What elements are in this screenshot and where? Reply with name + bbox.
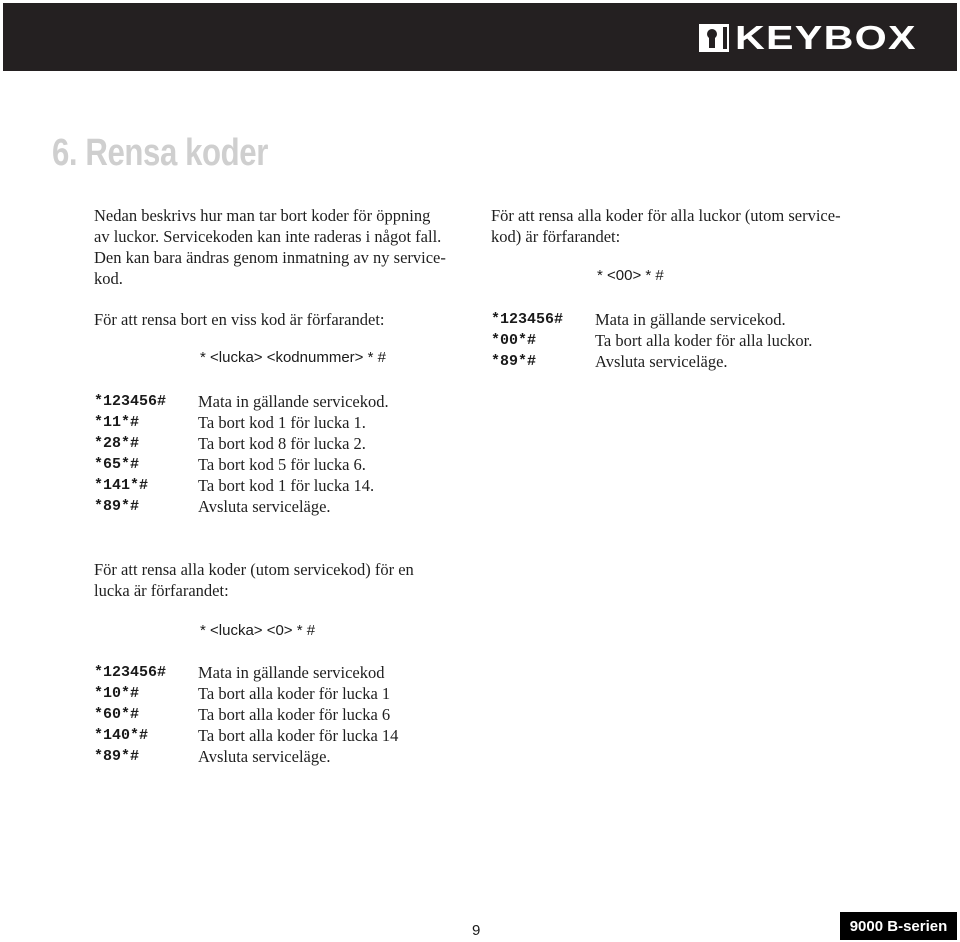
brand-name: KEYBOX xyxy=(735,19,917,56)
step-description: Ta bort alla koder för lucka 6 xyxy=(198,704,391,724)
step-code: *89*# xyxy=(94,498,140,515)
procedure-line: kod) är förfarandet: xyxy=(491,227,621,246)
remove-one-syntax: * <lucka> <kodnummer> * # xyxy=(200,349,386,366)
page-number: 9 xyxy=(472,922,481,939)
procedure-line: För att rensa alla koder för alla luckor (utom service- xyxy=(491,206,841,225)
step-code: *123456# xyxy=(94,664,167,681)
step-description: Ta bort kod 5 för lucka 6. xyxy=(198,454,366,474)
procedure-line: lucka är förfarandet: xyxy=(94,581,229,600)
intro-paragraph xyxy=(94,205,446,289)
step-description: Avsluta serviceläge. xyxy=(595,351,728,371)
table-row xyxy=(94,475,389,496)
intro-line: kod. xyxy=(94,269,123,288)
step-description: Ta bort kod 8 för lucka 2. xyxy=(198,433,366,453)
step-description: Ta bort alla koder för lucka 1 xyxy=(198,683,391,703)
remove-compartment-steps xyxy=(94,662,398,767)
step-description: Ta bort alla koder för lucka 14 xyxy=(198,725,399,745)
step-code: *141*# xyxy=(94,477,149,494)
table-row xyxy=(94,725,398,746)
table-row xyxy=(94,412,389,433)
step-code: *10*# xyxy=(94,685,140,702)
table-row xyxy=(94,704,398,725)
table-row xyxy=(94,496,389,517)
step-description: Mata in gällande servicekod xyxy=(198,662,385,682)
table-row xyxy=(491,351,812,372)
remove-one-procedure: För att rensa bort en viss kod är förfarandet: xyxy=(94,310,385,329)
remove-compartment-procedure xyxy=(94,559,414,601)
step-description: Avsluta serviceläge. xyxy=(198,746,331,766)
remove-all-syntax: * <00> * # xyxy=(597,267,664,284)
remove-all-procedure xyxy=(491,205,841,247)
remove-compartment-syntax: * <lucka> <0> * # xyxy=(200,622,316,639)
table-row xyxy=(94,454,389,475)
section-heading: 6. Rensa koder xyxy=(52,132,268,174)
step-code: *140*# xyxy=(94,727,149,744)
step-code: *28*# xyxy=(94,435,140,452)
step-code: *89*# xyxy=(94,748,140,765)
intro-line: av luckor. Servicekoden kan inte raderas i något fall. xyxy=(94,227,442,246)
step-description: Avsluta serviceläge. xyxy=(198,496,331,516)
step-description: Ta bort kod 1 för lucka 14. xyxy=(198,475,375,495)
step-code: *00*# xyxy=(491,332,537,349)
step-code: *123456# xyxy=(94,393,167,410)
step-code: *60*# xyxy=(94,706,140,723)
table-row xyxy=(491,309,812,330)
table-row xyxy=(94,391,389,412)
keyhole-icon xyxy=(699,24,729,52)
table-row xyxy=(94,662,398,683)
step-description: Mata in gällande servicekod. xyxy=(198,391,389,411)
step-code: *65*# xyxy=(94,456,140,473)
step-description: Ta bort alla koder för alla luckor. xyxy=(595,330,813,350)
step-code: *89*# xyxy=(491,353,537,370)
intro-line: Nedan beskrivs hur man tar bort koder för öppning xyxy=(94,206,431,225)
table-row xyxy=(491,330,812,351)
brand-logo xyxy=(699,19,917,56)
series-badge: 9000 B-serien xyxy=(840,912,957,940)
table-row xyxy=(94,433,389,454)
header-bar xyxy=(3,3,957,71)
remove-one-steps xyxy=(94,391,389,517)
procedure-line: För att rensa alla koder (utom servicekod) för en xyxy=(94,560,414,579)
remove-all-steps xyxy=(491,309,812,372)
step-code: *11*# xyxy=(94,414,140,431)
step-code: *123456# xyxy=(491,311,564,328)
intro-line: Den kan bara ändras genom inmatning av ny service- xyxy=(94,248,446,267)
step-description: Ta bort kod 1 för lucka 1. xyxy=(198,412,366,432)
step-description: Mata in gällande servicekod. xyxy=(595,309,786,329)
table-row xyxy=(94,746,398,767)
table-row xyxy=(94,683,398,704)
